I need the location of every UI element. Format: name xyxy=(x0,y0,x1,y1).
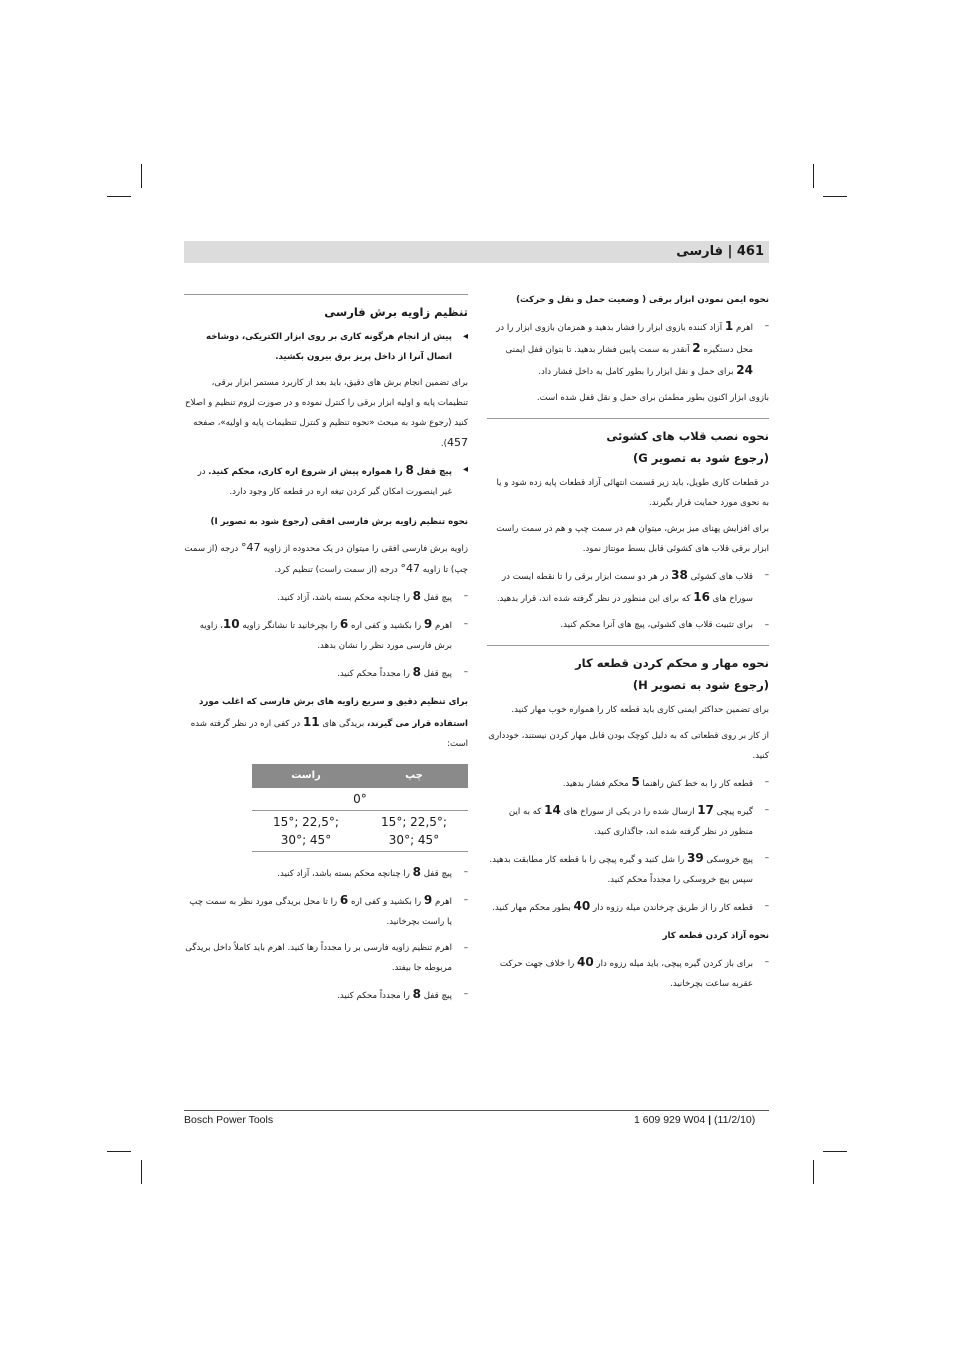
table-cell: 15°; 22,5°; 30°; 45° xyxy=(360,811,468,852)
list-item: – پیچ خروسکی 39 را شل کنید و گیره پیچی را با قطعه کار مطابقت بدهید. سپس پیچ خروسکی را مجدداً محکم کنید. xyxy=(487,848,769,890)
list-item: – قلاب های کشوئی 38 در هر دو سمت ابزار برقی را تا نقطه ایست در سوراخ های 16 که برای این منظور در نظر گرفته شده اند، قرار بدهید. xyxy=(487,565,769,609)
paragraph: برای تنظیم دقیق و سریع زاویه های برش فارسی که اغلب مورد استفاده قرار می گیرند، بریدگی های 11 در کفی اره در نظر گرفته شده است: xyxy=(190,697,468,749)
footer-brand: Bosch Power Tools xyxy=(184,1114,274,1126)
crop-mark xyxy=(141,1160,142,1184)
list-item: – برای باز کردن گیره پیچی، باید میله رزوه دار 40 را خلاف جهت حرکت عقربه ساعت بچرخانید. xyxy=(487,952,769,994)
crop-mark xyxy=(813,1160,814,1184)
divider xyxy=(487,418,769,419)
warning-item: ◂ پیش از انجام هرگونه کاری بر روی ابزار الکتریکی، دوشاخه اتصال آنرا از داخل پریز برق بیرون بکشید. xyxy=(184,327,468,367)
section-title: نحوه ایمن نمودن ابزار برقی ( وضعیت حمل و نقل و حرکت) xyxy=(516,295,769,305)
subsection-title: نحوه تنظیم زاویه برش فارسی افقی (رجوع شود به تصویر I) xyxy=(210,517,468,527)
list-item: – اهرم 9 را بکشید و کفی اره 6 را بچرخانید تا نشانگر زاویه 10، زاویه برش فارسی مورد نظر را نشان بدهد. xyxy=(184,614,468,656)
crop-mark xyxy=(141,164,142,188)
list-item: – اهرم 1 آزاد کننده بازوی ابزار را فشار بدهید و همزمان بازوی ابزار را در محل دستگیره 2 آنقدر به سمت پایین فشار بدهید. تا بتوان قفل ایمنی 24 برای حمل و نقل ابزار را بطور کامل به داخل فشار داد. xyxy=(487,316,769,382)
section-subtitle: (رجوع شود به تصویر H) xyxy=(632,678,769,692)
list-item: – قطعه کار را از طریق چرخاندن میله رزوه دار 40 بطور محکم مهار کنید. xyxy=(487,896,769,918)
warning-item: ◂ پیچ قفل 8 را همواره پیش از شروع اره کاری، محکم کنید. در غیر اینصورت امکان گیر کردن تیغه اره در قطعه کار وجود دارد. xyxy=(184,460,468,502)
crop-mark xyxy=(813,164,814,188)
angle-table xyxy=(252,764,468,852)
paragraph: زاویه برش فارسی افقی را میتوان در یک محدوده از زاویه 47° درجه (از سمت چپ) تا زاویه 47° درجه (از سمت راست) تنظیم کرد. xyxy=(184,541,468,575)
paragraph: در قطعات کاری طویل، باید زیر قسمت انتهائی آزاد قطعات پایه زده شود و یا به نحوی مورد حمایت قرار بگیرند. xyxy=(496,478,769,508)
section-title: تنظیم زاویه برش فارسی xyxy=(324,305,468,319)
page-header xyxy=(676,244,764,259)
divider xyxy=(487,645,769,646)
crop-mark xyxy=(107,196,131,197)
crop-mark xyxy=(823,1151,847,1152)
section-title: نحوه آزاد کردن قطعه کار xyxy=(662,931,769,941)
list-item: – برای تثبیت قلاب های کشوئی، پیچ های آنرا محکم کنید. xyxy=(487,615,769,635)
footer-divider xyxy=(184,1110,769,1111)
doc-date: (11/2/10) xyxy=(714,1114,756,1126)
list-item: – پیچ قفل 8 را چنانچه محکم بسته باشد، آزاد کنید. xyxy=(184,862,468,884)
paragraph: برای افزایش پهنای میز برش، میتوان هم در سمت چپ و هم در سمت راست ابزار برقی قلاب های کشوئی قابل بسط مونتاژ نمود. xyxy=(496,524,769,554)
right-column xyxy=(487,290,769,1000)
left-column xyxy=(184,290,468,1012)
section-title: نحوه نصب قلاب های کشوئی xyxy=(606,429,769,443)
table-cell: 15°; 22,5°; 30°; 45° xyxy=(252,811,360,852)
page-number: 461 xyxy=(736,244,764,259)
table-header-right: راست xyxy=(252,764,360,788)
header-separator: | xyxy=(727,244,733,259)
paragraph: بازوی ابزار اکنون بطور مطمئن برای حمل و نقل قفل شده است. xyxy=(536,393,769,403)
header-language: فارسی xyxy=(676,244,724,259)
divider xyxy=(184,294,468,295)
paragraph: برای تضمین حداکثر ایمنی کاری باید قطعه کار را همواره خوب مهار کنید. xyxy=(511,705,769,715)
section-subtitle: (رجوع شود به تصویر G) xyxy=(632,451,769,465)
table-cell: 0° xyxy=(252,788,468,811)
doc-number: 1 609 929 W04 xyxy=(634,1114,706,1126)
footer-separator: | xyxy=(708,1114,712,1126)
paragraph: برای تضمین انجام برش های دقیق، باید بعد از کاربرد مستمر ابزار برقی، تنظیمات پایه و اولیه ابزار برقی را کنترل نموده و در صورت لزوم تنظیم و اصلاح کنید (رجوع شود به مبحث «نحوه تنظیم و کنترل تنظیمات پایه و اولیه»، صفحه 457). xyxy=(185,378,468,449)
list-item: – پیچ قفل 8 را مجدداً محکم کنید. xyxy=(184,984,468,1006)
section-title: نحوه مهار و محکم کردن قطعه کار xyxy=(575,656,769,670)
footer-doc-info xyxy=(634,1114,755,1126)
list-item: – پیچ قفل 8 را چنانچه محکم بسته باشد، آزاد کنید. xyxy=(184,586,468,608)
list-item: – گیره پیچی 17 ارسال شده را در یکی از سوراخ های 14 که به این منظور در نظر گرفته شده اند، جاگذاری کنید. xyxy=(487,800,769,842)
list-item: – اهرم تنظیم زاویه فارسی بر را مجدداً رها کنید. اهرم باید کاملاً داخل بریدگی مربوطه جا بیفتد. xyxy=(184,938,468,978)
table-header-left: چپ xyxy=(360,764,468,788)
crop-mark xyxy=(107,1151,131,1152)
crop-mark xyxy=(823,196,847,197)
list-item: – اهرم 9 را بکشید و کفی اره 6 را تا محل بریدگی مورد نظر به سمت چپ یا راست بچرخانید. xyxy=(184,890,468,932)
paragraph: از کار بر روی قطعاتی که به دلیل کوچک بودن قابل مهار کردن نیستند، خودداری کنید. xyxy=(488,731,769,761)
list-item: – قطعه کار را به خط کش راهنما 5 محکم فشار بدهید. xyxy=(487,772,769,794)
list-item: – پیچ قفل 8 را مجدداً محکم کنید. xyxy=(184,662,468,684)
